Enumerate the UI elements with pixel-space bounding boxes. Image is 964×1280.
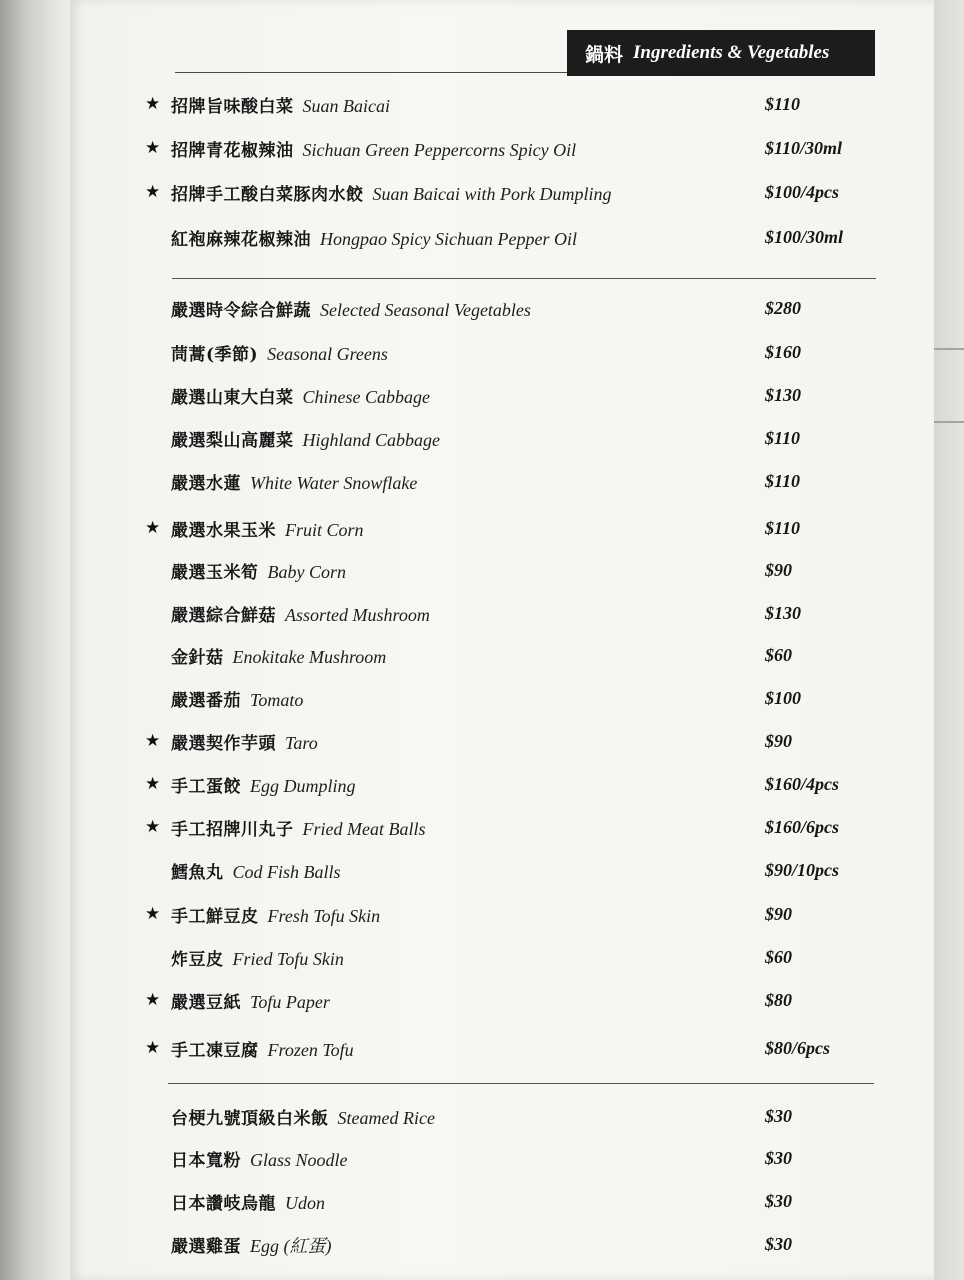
menu-item-price: $80/6pcs (765, 1038, 830, 1058)
menu-item (145, 1189, 875, 1217)
menu-item-name (171, 988, 330, 1013)
menu-item-name-zh: 鱈魚丸 (171, 863, 224, 883)
menu-item-name-zh: 茼蒿(季節) (171, 345, 259, 365)
menu-item-name-zh: 台梗九號頂級白米飯 (171, 1109, 329, 1129)
menu-item-name (171, 945, 344, 970)
menu-item-name (171, 296, 531, 321)
menu-item-name-en: Frozen Tofu (267, 1040, 354, 1060)
menu-item-price: $100/30ml (765, 227, 844, 247)
menu-item-price: $90 (765, 731, 792, 751)
menu-item-name-zh: 嚴選雞蛋 (171, 1237, 241, 1257)
menu-item-name-en: Seasonal Greens (267, 344, 388, 364)
menu-item-name-zh: 嚴選綜合鮮菇 (171, 606, 276, 626)
menu-item-price: $130 (765, 385, 801, 405)
menu-item-name-en: Steamed Rice (337, 1108, 435, 1128)
menu-item (145, 988, 875, 1016)
menu-item-name (171, 383, 430, 408)
menu-item-name-zh: 嚴選玉米筍 (171, 563, 259, 583)
menu-item-name-zh: 金針菇 (171, 648, 224, 668)
menu-item (145, 945, 875, 973)
menu-item (145, 1146, 875, 1174)
menu-item-price: $80 (765, 990, 792, 1010)
menu-item (145, 469, 875, 497)
menu-item-price: $110/30ml (765, 138, 843, 158)
menu-item-price: $110 (765, 428, 801, 448)
menu-item-price: $60 (765, 947, 792, 967)
menu-item-name (171, 1036, 354, 1061)
menu-item-price: $160 (765, 342, 801, 362)
menu-item-price: $30 (765, 1106, 792, 1126)
menu-item (145, 225, 875, 253)
menu-item-price: $110 (765, 518, 801, 538)
menu-item-price: $30 (765, 1148, 792, 1168)
menu-item (145, 92, 875, 120)
menu-item (145, 558, 875, 586)
menu-item (145, 815, 875, 843)
menu-item (145, 1036, 875, 1064)
edge-tick (934, 421, 964, 423)
menu-item (145, 729, 875, 757)
section-banner (567, 30, 875, 76)
menu-item-name-en: Chinese Cabbage (302, 387, 430, 407)
section-title-en: Ingredients & Vegetables (633, 42, 830, 63)
menu-item-name (171, 815, 425, 840)
menu-item-name-en: Taro (285, 733, 318, 753)
menu-item-name-zh: 嚴選時令綜合鮮蔬 (171, 301, 311, 321)
menu-item-name-zh: 手工招牌川丸子 (171, 820, 294, 840)
menu-item-price: $90 (765, 904, 792, 924)
menu-item-price: $160/4pcs (765, 774, 839, 794)
edge-tick (934, 348, 964, 350)
menu-item-name (171, 516, 364, 541)
menu-item-name (171, 902, 380, 927)
menu-item (145, 296, 875, 324)
menu-item-price: $130 (765, 603, 801, 623)
menu-item-name (171, 136, 576, 161)
menu-item-name-zh: 手工凍豆腐 (171, 1041, 259, 1061)
menu-item-price: $160/6pcs (765, 817, 839, 837)
menu-item-price: $60 (765, 645, 792, 665)
menu-item-name (171, 225, 577, 250)
menu-item-name-zh: 招牌旨味酸白菜 (171, 97, 294, 117)
menu-item-name-zh: 日本寬粉 (171, 1151, 241, 1171)
menu-item-name-en: Suan Baicai with Pork Dumpling (372, 184, 612, 204)
menu-item-name (171, 180, 611, 205)
menu-item-name-zh: 招牌手工酸白菜豚肉水餃 (171, 185, 364, 205)
menu-item-name (171, 1104, 435, 1129)
menu-item-name (171, 601, 430, 626)
menu-item (145, 1232, 875, 1260)
menu-item-name (171, 92, 390, 117)
menu-item-name-en: Fruit Corn (285, 520, 364, 540)
menu-item-name-en: Tomato (250, 690, 304, 710)
menu-item-name-en: Fresh Tofu Skin (267, 906, 381, 926)
menu-item (145, 136, 875, 164)
menu-item-name (171, 1189, 325, 1214)
menu-item-name (171, 643, 386, 668)
menu-item-name-en: White Water Snowflake (250, 473, 418, 493)
menu-item-name (171, 858, 341, 883)
menu-item-price: $90/10pcs (765, 860, 839, 880)
menu-item-price: $30 (765, 1191, 792, 1211)
menu-item-name-en: Suan Baicai (302, 96, 390, 116)
menu-item-name-en: Selected Seasonal Vegetables (320, 300, 531, 320)
menu-item-name (171, 729, 318, 754)
menu-item-name-en: Assorted Mushroom (285, 605, 430, 625)
menu-item (145, 686, 875, 714)
menu-item-name-en: Tofu Paper (250, 992, 330, 1012)
menu-item-name-en: Glass Noodle (250, 1150, 348, 1170)
menu-item-price: $110 (765, 94, 801, 114)
menu-item-name-zh: 嚴選番茄 (171, 691, 241, 711)
menu-item-price: $30 (765, 1234, 792, 1254)
menu-item-name-zh: 嚴選契作芋頭 (171, 734, 276, 754)
signature-star-icon: ★ (145, 904, 161, 924)
menu-item-name-en: Fried Meat Balls (302, 819, 426, 839)
next-page-edge (934, 0, 964, 1280)
signature-star-icon: ★ (145, 94, 161, 114)
menu-binding (0, 0, 70, 1280)
menu-item-name-en: Sichuan Green Peppercorns Spicy Oil (302, 140, 577, 160)
menu-item-name-zh: 嚴選梨山高麗菜 (171, 431, 294, 451)
menu-item-name (171, 686, 303, 711)
menu-item-price: $90 (765, 560, 792, 580)
signature-star-icon: ★ (145, 182, 161, 202)
menu-item-price: $280 (765, 298, 801, 318)
menu-item-name-zh: 炸豆皮 (171, 950, 224, 970)
menu-item-name-zh: 手工鮮豆皮 (171, 907, 259, 927)
signature-star-icon: ★ (145, 990, 161, 1010)
signature-star-icon: ★ (145, 817, 161, 837)
menu-item-name-en: Enokitake Mushroom (232, 647, 387, 667)
signature-star-icon: ★ (145, 518, 161, 538)
menu-item-price: $100 (765, 688, 801, 708)
menu-item-name-en: Egg (紅蛋) (250, 1236, 332, 1256)
menu-item-name (171, 426, 440, 451)
menu-item-name-en: Baby Corn (267, 562, 346, 582)
section-divider (168, 1083, 874, 1084)
menu-item (145, 643, 875, 671)
menu-item-name-zh: 嚴選水蓮 (171, 474, 241, 494)
menu-item-name (171, 1146, 348, 1171)
menu-item-name-en: Cod Fish Balls (232, 862, 341, 882)
menu-item (145, 516, 875, 544)
menu-item-name (171, 558, 346, 583)
menu-item (145, 180, 875, 208)
menu-item-name-en: Fried Tofu Skin (232, 949, 344, 969)
menu-item-name-zh: 招牌青花椒辣油 (171, 141, 294, 161)
signature-star-icon: ★ (145, 138, 161, 158)
menu-item-name-zh: 嚴選水果玉米 (171, 521, 276, 541)
menu-item-name-zh: 日本讚岐烏龍 (171, 1194, 276, 1214)
menu-item (145, 902, 875, 930)
signature-star-icon: ★ (145, 731, 161, 751)
menu-item-name-zh: 嚴選豆紙 (171, 993, 241, 1013)
signature-star-icon: ★ (145, 1038, 161, 1058)
signature-star-icon: ★ (145, 774, 161, 794)
menu-item-name-zh: 紅袍麻辣花椒辣油 (171, 230, 311, 250)
menu-item-name (171, 772, 356, 797)
menu-item-name-zh: 手工蛋餃 (171, 777, 241, 797)
menu-item (145, 340, 875, 368)
section-divider (172, 278, 876, 279)
menu-item-name (171, 1232, 331, 1258)
section-title-zh: 鍋料 (585, 43, 624, 66)
menu-item-name (171, 340, 388, 365)
header-rule (175, 72, 567, 73)
menu-item (145, 601, 875, 629)
menu-item (145, 383, 875, 411)
menu-item (145, 858, 875, 886)
menu-item-name-en: Egg Dumpling (250, 776, 356, 796)
menu-item-price: $110 (765, 471, 801, 491)
menu-item-name-zh: 嚴選山東大白菜 (171, 388, 294, 408)
menu-item-name-en: Udon (285, 1193, 325, 1213)
menu-item (145, 1104, 875, 1132)
menu-item (145, 772, 875, 800)
menu-item (145, 426, 875, 454)
menu-item-name-en: Hongpao Spicy Sichuan Pepper Oil (320, 229, 577, 249)
menu-item-price: $100/4pcs (765, 182, 839, 202)
menu-item-name (171, 469, 417, 494)
menu-item-name-en: Highland Cabbage (302, 430, 440, 450)
